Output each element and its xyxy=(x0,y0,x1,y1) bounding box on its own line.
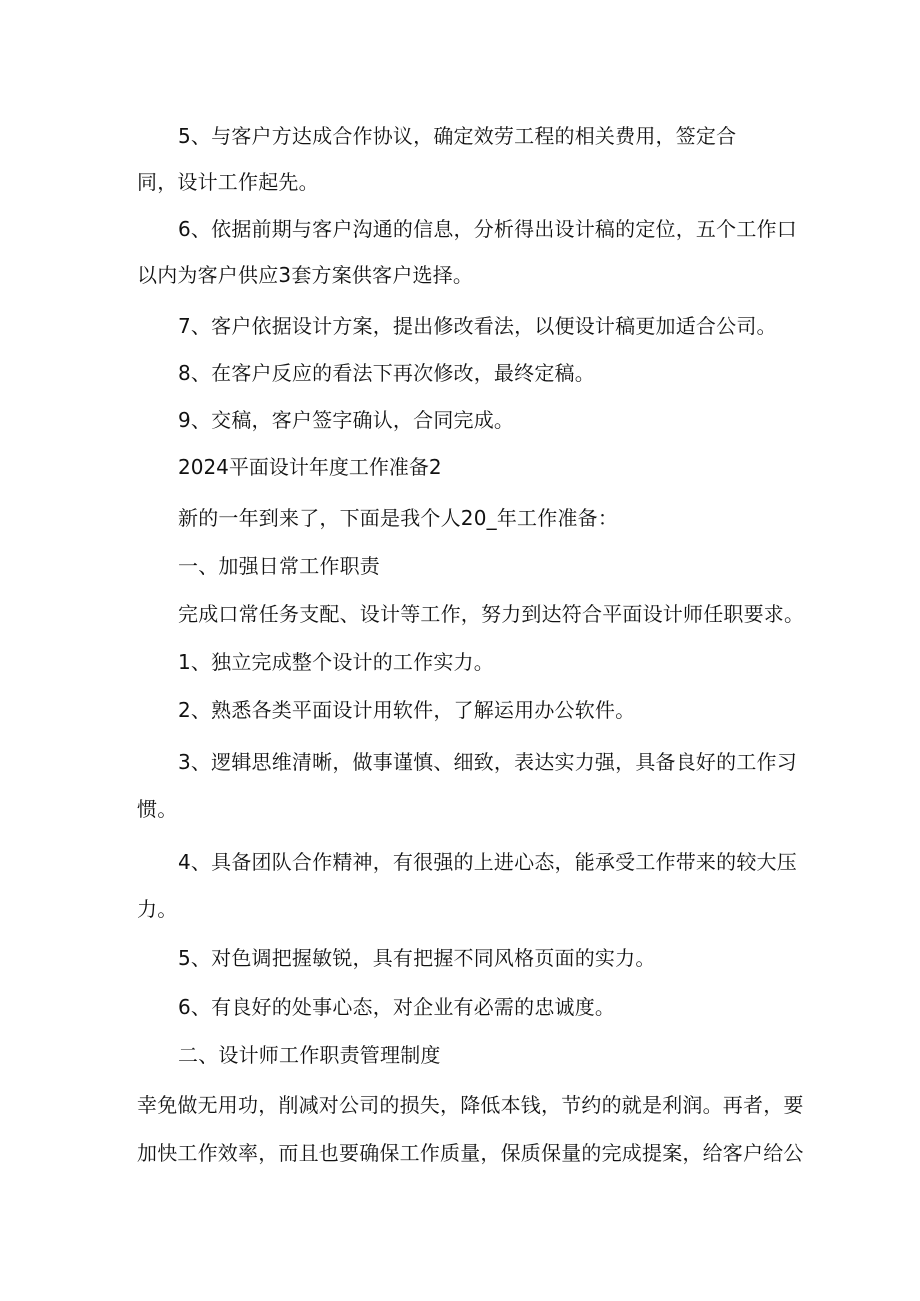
list-item: 4、具备团队合作精神，有很强的上进心态，能承受工作带来的较大压 xyxy=(178,850,797,874)
section-title: 2024平面设计年度工作准备2 xyxy=(178,455,442,479)
text-line: 8、在客户反应的看法下再次修改，最终定稿。 xyxy=(178,361,595,385)
list-item: 6、有良好的处事心态，对企业有必需的忠诚度。 xyxy=(178,995,616,1019)
list-item: 5、对色调把握敏锐，具有把握不同风格页面的实力。 xyxy=(178,946,656,970)
text-line: 6、依据前期与客户沟通的信息，分析得出设计稿的定位，五个工作口 xyxy=(178,217,797,241)
section-heading: 二、设计师工作职责管理制度 xyxy=(178,1043,441,1067)
text-line: 同，设计工作起先。 xyxy=(137,170,319,194)
list-item-continuation: 力。 xyxy=(137,897,178,921)
text-line: 新的一年到来了，下面是我个人20_年工作准备： xyxy=(178,506,619,530)
list-item: 2、熟悉各类平面设计用软件，了解运用办公软件。 xyxy=(178,698,636,722)
text-line: 5、与客户方达成合作协议，确定效劳工程的相关费用，签定合 xyxy=(178,124,737,148)
list-item-continuation: 惯。 xyxy=(137,797,178,821)
text-line: 幸免做无用功，削减对公司的损失，降低本钱，节约的就是利润。再者，要 xyxy=(137,1093,804,1117)
text-line: 完成口常任务支配、设计等工作，努力到达符合平面设计师任职要求。 xyxy=(178,602,805,626)
text-line: 7、客户依据设计方案，提出修改看法，以便设计稿更加适合公司。 xyxy=(178,314,777,338)
text-line: 加快工作效率，而且也要确保工作质量，保质保量的完成提案，给客户给公 xyxy=(137,1141,804,1165)
list-item: 3、逻辑思维清晰，做事谨慎、细致，表达实力强，具备良好的工作习 xyxy=(178,750,797,774)
section-heading: 一、加强日常工作职责 xyxy=(178,554,380,578)
text-line: 以内为客户供应3套方案供客户选择。 xyxy=(137,263,474,287)
list-item: 1、独立完成整个设计的工作实力。 xyxy=(178,650,494,674)
text-line: 9、交稿，客户签字确认，合同完成。 xyxy=(178,408,515,432)
